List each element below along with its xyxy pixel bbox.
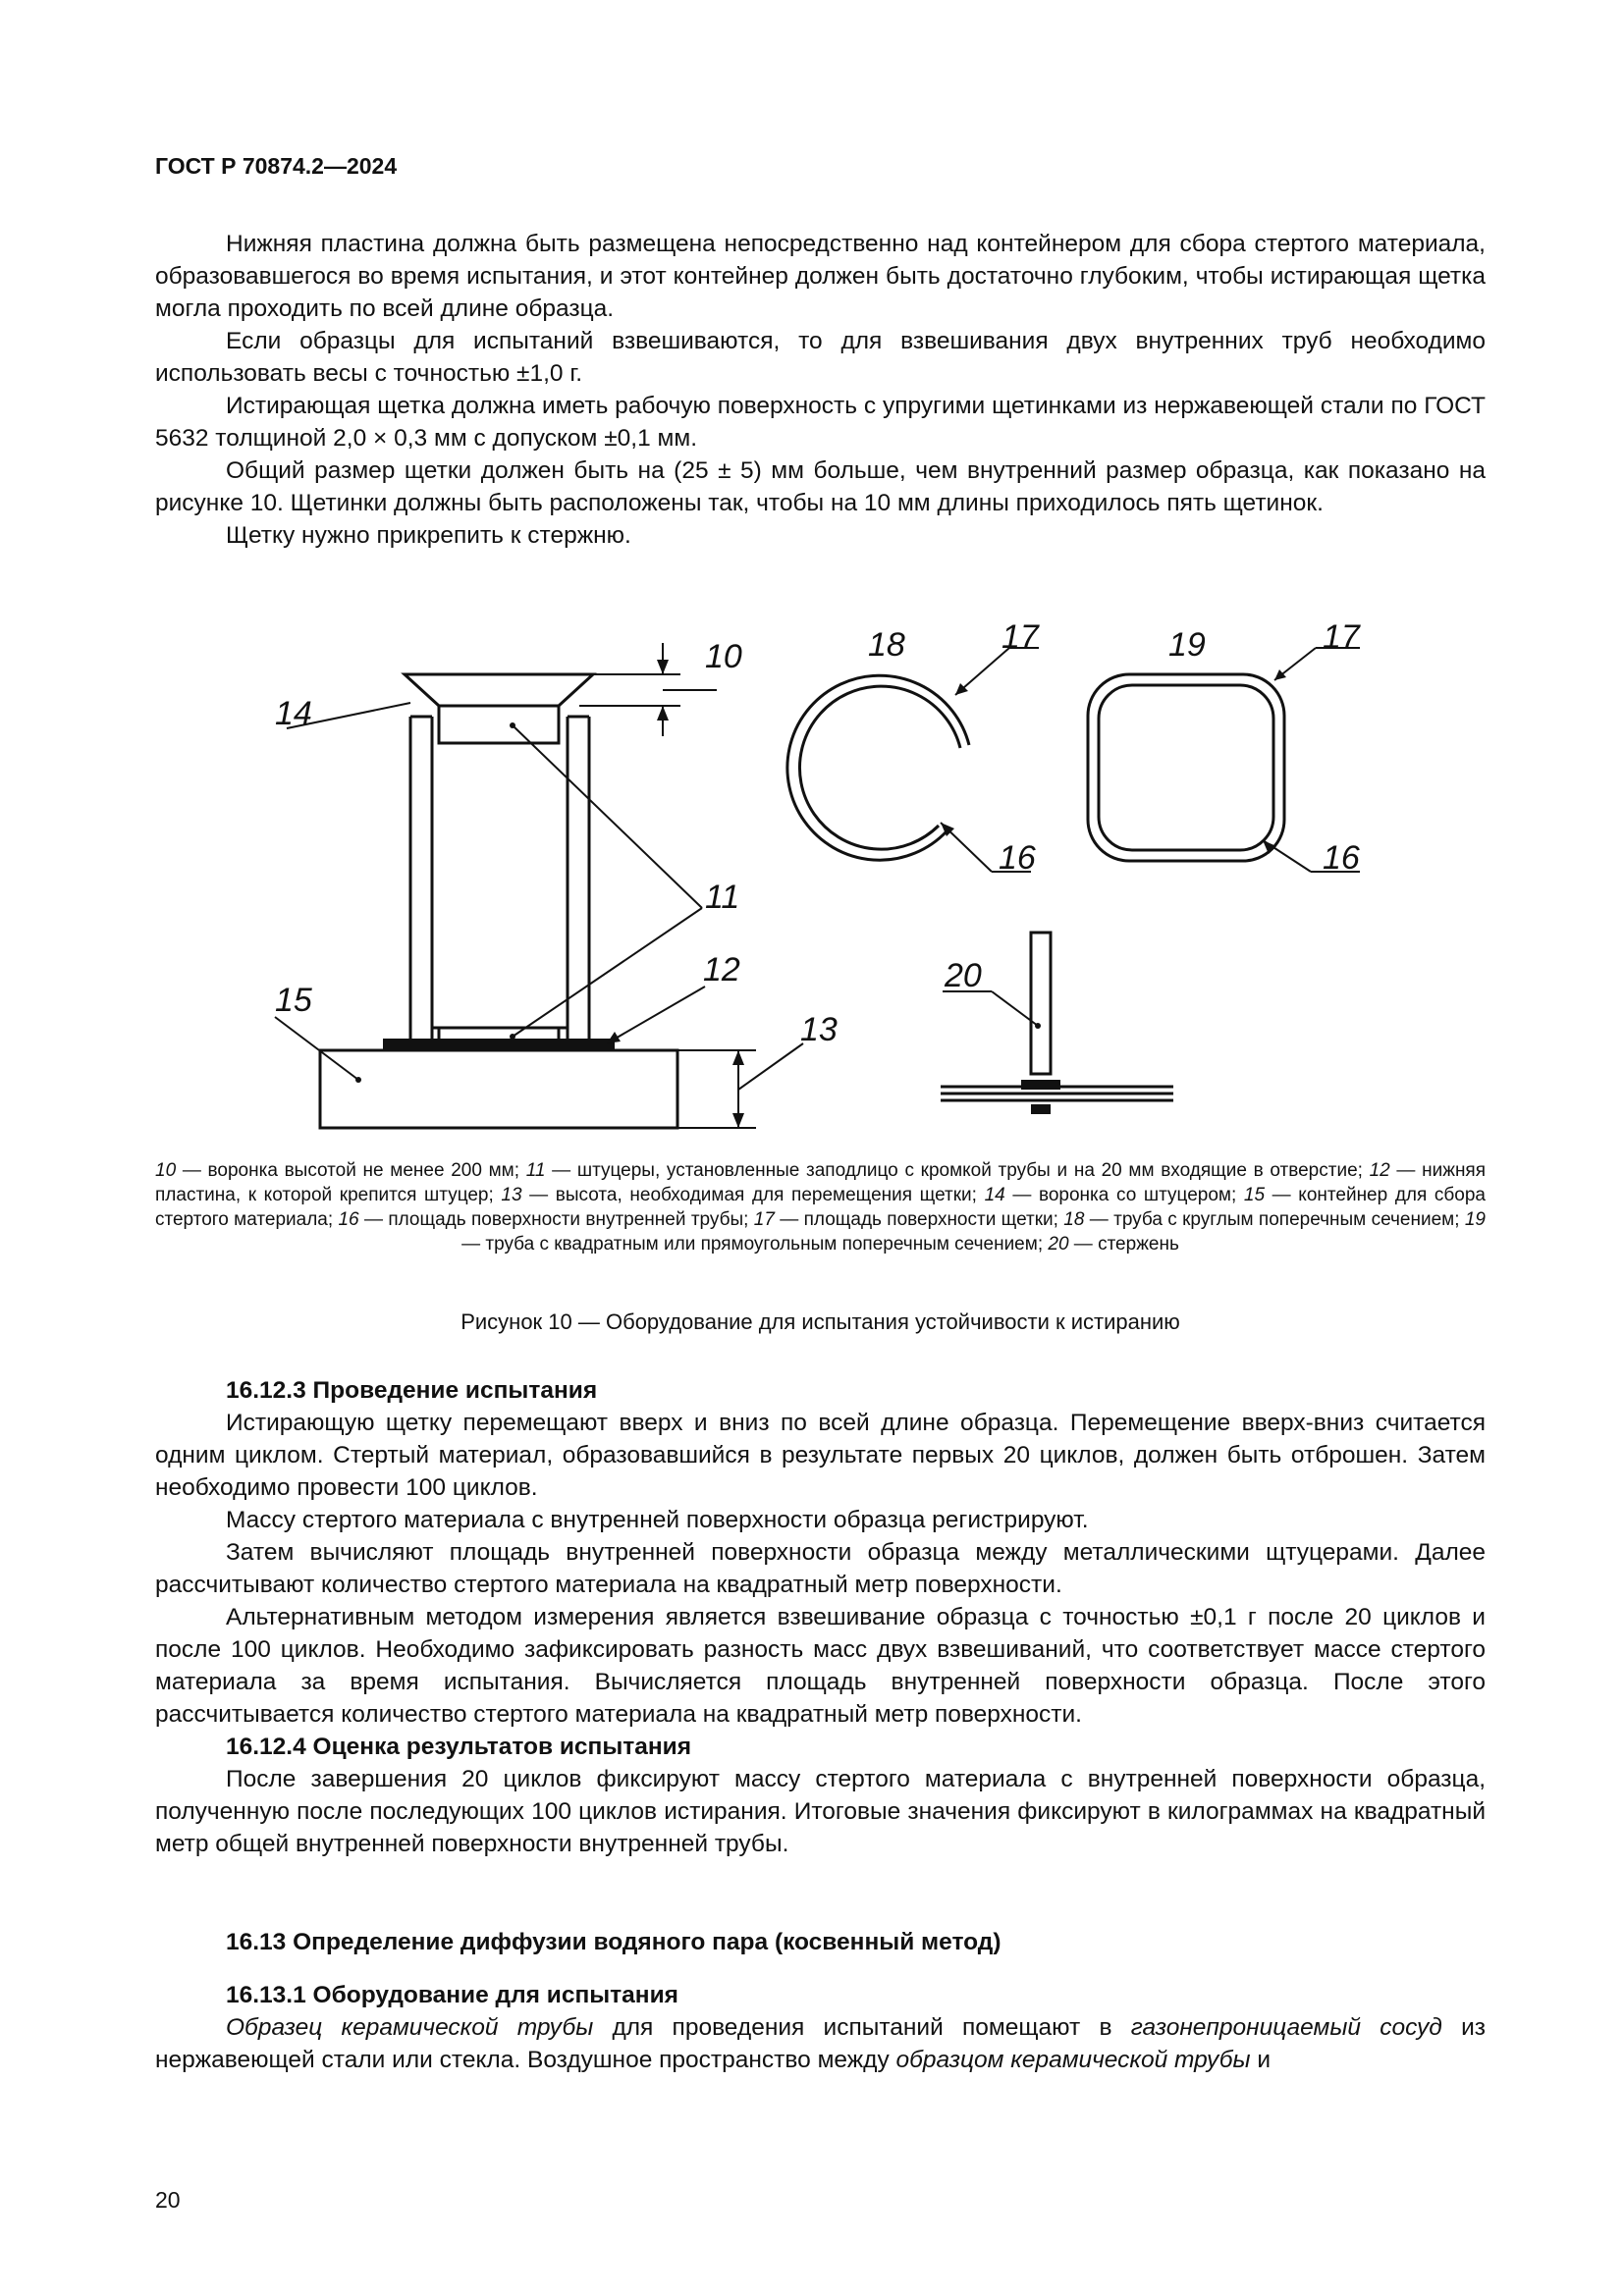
document-header: ГОСТ Р 70874.2—2024 [155, 153, 398, 179]
legend-num: 18 [1063, 1209, 1085, 1230]
paragraph: Общий размер щетки должен быть на (25 ± 5) мм больше, чем внутренний размер образца, как показано на рисунке 10. Щетинки должны быть расположены так, чтобы на 10 мм длины приходилось пять щетинок. [155, 457, 1486, 516]
section-heading: 16.12.3 Проведение испытания [226, 1377, 598, 1404]
paragraph: Истирающая щетка должна иметь рабочую поверхность с упругими щетинками из нержавеющей стали по ГОСТ 5632 толщиной 2,0 × 0,3 мм с допуском ±0,1 мм. [155, 393, 1486, 452]
italic-term: Образец керамической трубы [226, 2014, 594, 2041]
bottom-plate [383, 1039, 615, 1050]
paragraph: Нижняя пластина должна быть размещена непосредственно над контейнером для сбора стертого материала, образовавшегося во время испытания, и этот контейнер должен быть достаточно глубоким, чтобы истирающая щетка могла проходить по всей длине образца. [155, 231, 1486, 322]
label-17b: 17 [1323, 618, 1360, 656]
text-run: и [1250, 2047, 1272, 2073]
legend-num: 17 [753, 1209, 775, 1230]
section-16-12-3 [155, 1374, 1486, 1860]
paragraph: Если образцы для испытаний взвешиваются, то для взвешивания двух внутренних труб необходимо использовать весы с точностью ±1,0 г. [155, 328, 1486, 387]
page-number: 20 [155, 2187, 181, 2213]
legend-text: — воронка высотой не менее 200 мм; [176, 1160, 526, 1181]
figure-title: Рисунок 10 — Оборудование для испытания устойчивости к истиранию [460, 1309, 1180, 1334]
legend-text: — нижняя пластина, к которой крепится штуцер; [155, 1160, 1487, 1205]
legend-text: — площадь поверхности внутренней трубы; [358, 1209, 754, 1230]
section-16-13-1 [155, 1979, 1486, 2076]
label-14: 14 [275, 695, 312, 732]
paragraph [155, 2011, 1486, 2076]
paragraph: Альтернативным методом измерения является взвешивание образца с точностью ±0,1 г после 20 циклов и после 100 циклов. Необходимо зафиксировать разность масс двух взвешиваний, что соответствует массе стертого материала за время испытания. Вычисляется площадь внутренней поверхности образца. После этого рассчитывается количество стертого материала на квадратный метр поверхности. [155, 1604, 1486, 1728]
legend-text: — штуцеры, установленные заподлицо с кромкой трубы и на 20 мм входящие в отверстие; [545, 1160, 1370, 1181]
paragraph: Истирающую щетку перемещают вверх и вниз по всей длине образца. Перемещение вверх-вниз считается одним циклом. Стертый материал, образовавшийся в результате первых 20 циклов, должен быть отброшен. Затем необходимо провести 100 циклов. [155, 1410, 1486, 1501]
text-run: для проведения испытаний помещают в [593, 2014, 1131, 2041]
italic-term: газонепроницаемый сосуд [1130, 2014, 1442, 2041]
legend-text: — труба с круглым поперечным сечением; [1084, 1209, 1465, 1230]
label-20: 20 [945, 957, 982, 994]
section-heading: 16.13.1 Оборудование для испытания [226, 1982, 678, 2008]
legend-text: — воронка со штуцером; [1004, 1185, 1244, 1205]
paragraph: Затем вычисляют площадь внутренней поверхности образца между металлическими щтуцерами. Далее рассчитывают количество стертого материала на квадратный метр поверхности. [155, 1539, 1486, 1598]
legend-num: 19 [1464, 1209, 1486, 1230]
label-12: 12 [703, 951, 740, 988]
legend-num: 10 [155, 1160, 177, 1181]
label-19: 19 [1168, 626, 1206, 664]
legend-text: — стержень [1068, 1234, 1179, 1255]
label-16b: 16 [1323, 839, 1360, 877]
section-heading: 16.13 Определение диффузии водяного пара (косвенный метод) [226, 1929, 1001, 1955]
funnel-shape [405, 674, 593, 706]
legend-num: 14 [984, 1185, 1005, 1205]
legend-num: 13 [501, 1185, 522, 1205]
legend-num: 12 [1369, 1160, 1390, 1181]
legend-num: 20 [1048, 1234, 1069, 1255]
legend-text: — контейнер для сбора стертого материала; [155, 1185, 1486, 1230]
label-18: 18 [868, 626, 905, 664]
legend-num: 11 [525, 1160, 546, 1181]
label-11: 11 [705, 879, 740, 916]
label-10: 10 [705, 638, 742, 675]
legend-text: — площадь поверхности щетки; [774, 1209, 1064, 1230]
legend-text: — труба с квадратным или прямоугольным поперечным сечением; [461, 1234, 1049, 1255]
legend-text: — высота, необходимая для перемещения щетки; [521, 1185, 985, 1205]
label-13: 13 [800, 1011, 838, 1048]
legend-num: 16 [338, 1209, 359, 1230]
figure-legend [155, 1158, 1486, 1256]
label-16a: 16 [999, 839, 1036, 877]
section-16-13 [155, 1926, 1486, 1958]
legend-num: 15 [1243, 1185, 1266, 1205]
paragraph: Щетку нужно прикрепить к стержню. [226, 522, 631, 549]
text-run: из нержавеющей стали или стекла. Воздушное пространство между [155, 2014, 1486, 2073]
section-heading: 16.12.4 Оценка результатов испытания [226, 1734, 692, 1760]
label-17a: 17 [1001, 618, 1039, 656]
paragraph: Массу стертого материала с внутренней поверхности образца регистрируют. [226, 1507, 1089, 1533]
label-15: 15 [275, 982, 312, 1019]
italic-term: образцом керамической трубы [895, 2047, 1251, 2073]
paragraph: После завершения 20 циклов фиксируют массу стертого материала с внутренней поверхности образца, полученную после последующих 100 циклов истирания. Итоговые значения фиксируют в килограммах на квадратный метр общей внутренней поверхности внутренней трубы. [155, 1766, 1486, 1857]
